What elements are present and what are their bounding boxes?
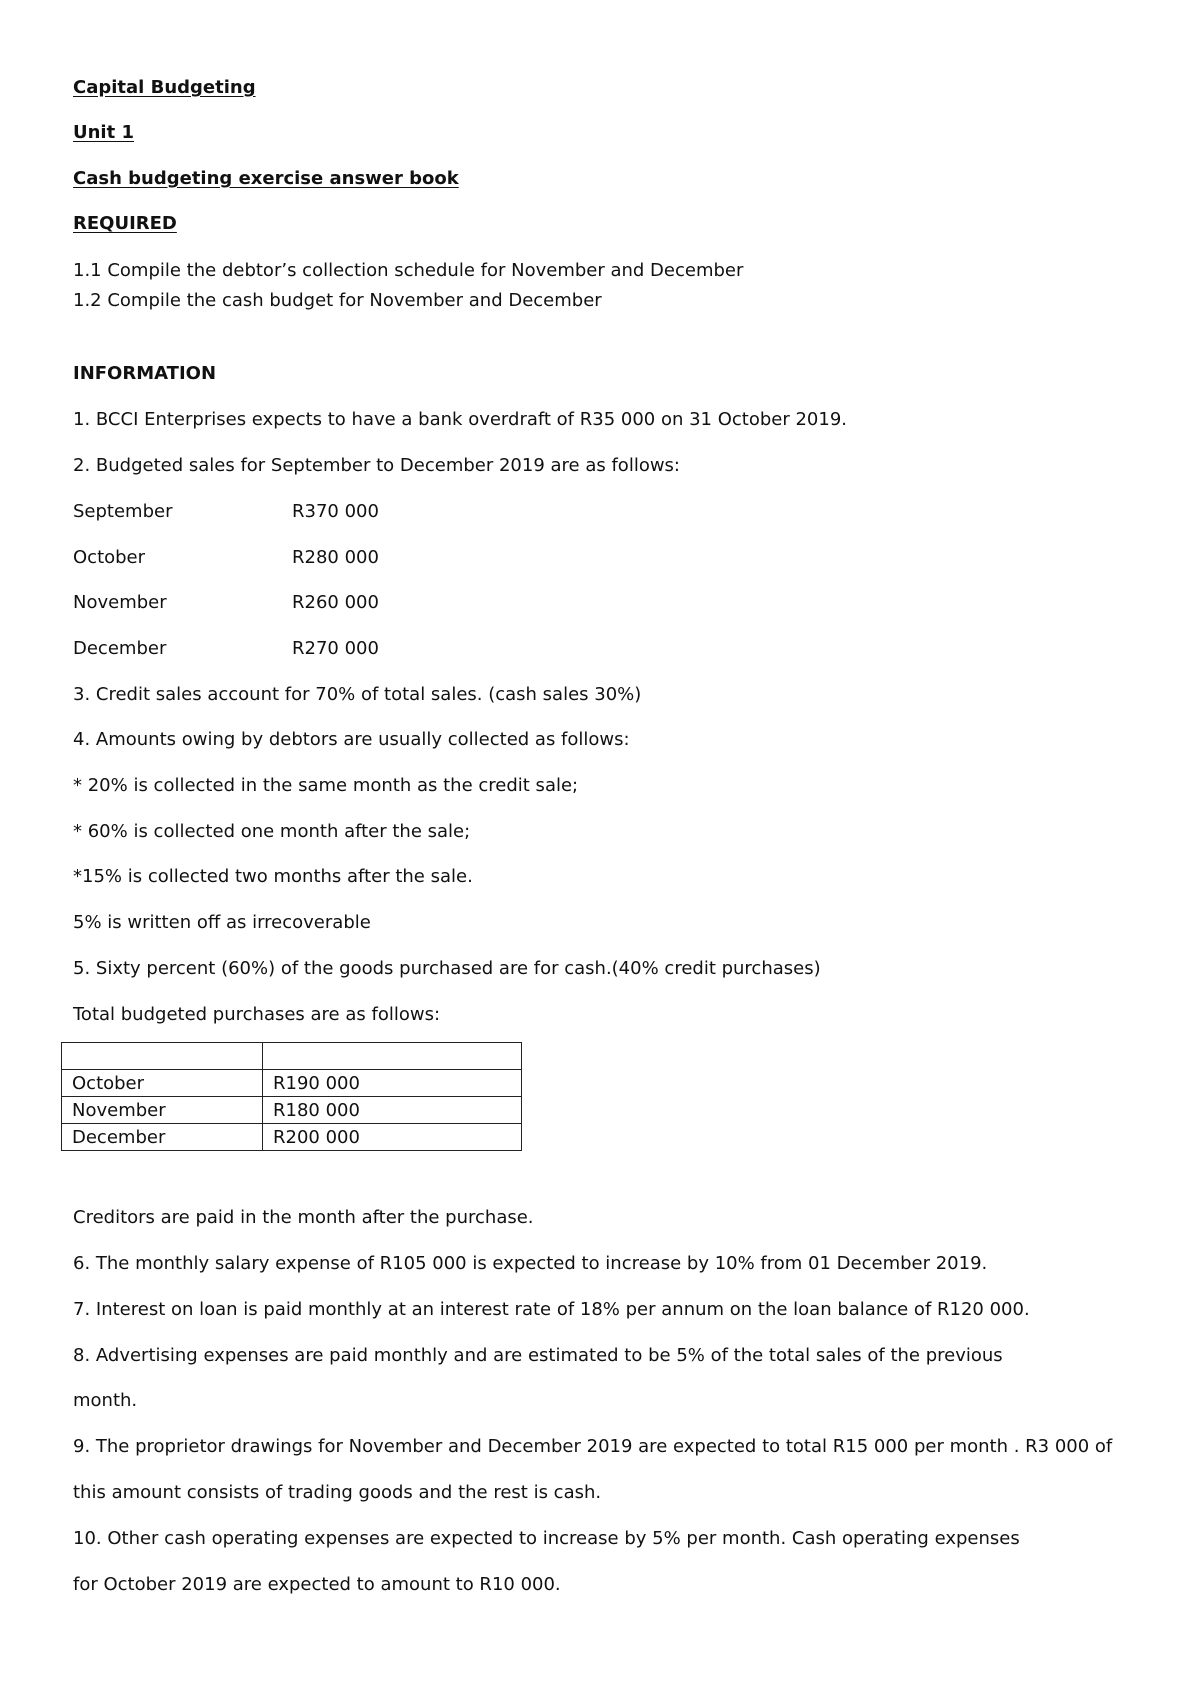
info-item-4: 4. Amounts owing by debtors are usually collected as follows:	[73, 729, 630, 750]
sales-month: November	[73, 592, 167, 613]
sales-month: October	[73, 547, 146, 568]
unit-heading: Unit 1	[73, 122, 134, 143]
info-item-9: 9. The proprietor drawings for November and December 2019 are expected to total R15 000 per month . R3 000 of	[73, 1436, 1113, 1457]
info-item-6: 6. The monthly salary expense of R105 000 is expected to increase by 10% from 01 December 2019.	[73, 1253, 988, 1274]
information-heading: INFORMATION	[73, 363, 217, 384]
required-heading: REQUIRED	[73, 213, 177, 234]
purchase-month-cell: November	[62, 1097, 263, 1124]
purchase-month-cell: October	[62, 1070, 263, 1097]
required-item-2: 1.2 Compile the cash budget for November and December	[73, 290, 602, 311]
document-title: Capital Budgeting	[73, 77, 256, 98]
sales-amount: R280 000	[292, 547, 379, 568]
creditors-note: Creditors are paid in the month after the purchase.	[73, 1207, 534, 1228]
purchase-amount-cell: R180 000	[263, 1097, 522, 1124]
info-item-5: 5. Sixty percent (60%) of the goods purchased are for cash.(40% credit purchases)	[73, 958, 821, 979]
collection-bullet: *15% is collected two months after the sale.	[73, 866, 473, 887]
info-item-1: 1. BCCI Enterprises expects to have a bank overdraft of R35 000 on 31 October 2019.	[73, 409, 848, 430]
collection-bullet: * 60% is collected one month after the sale;	[73, 821, 471, 842]
table-row	[62, 1043, 522, 1070]
purchase-month-cell: December	[62, 1124, 263, 1151]
subtitle-heading: Cash budgeting exercise answer book	[73, 168, 459, 189]
sales-amount: R270 000	[292, 638, 379, 659]
purchase-amount-cell	[263, 1043, 522, 1070]
purchase-amount-cell: R200 000	[263, 1124, 522, 1151]
info-item-10-cont: for October 2019 are expected to amount to R10 000.	[73, 1574, 561, 1595]
info-item-9-cont: this amount consists of trading goods and the rest is cash.	[73, 1482, 602, 1503]
info-item-8: 8. Advertising expenses are paid monthly and are estimated to be 5% of the total sales of the previous	[73, 1345, 1003, 1366]
purchases-intro: Total budgeted purchases are as follows:	[73, 1004, 441, 1025]
purchase-amount-cell: R190 000	[263, 1070, 522, 1097]
info-item-7: 7. Interest on loan is paid monthly at an interest rate of 18% per annum on the loan balance of R120 000.	[73, 1299, 1030, 1320]
sales-month: September	[73, 501, 173, 522]
info-item-10: 10. Other cash operating expenses are expected to increase by 5% per month. Cash operating expenses	[73, 1528, 1020, 1549]
info-item-3: 3. Credit sales account for 70% of total sales. (cash sales 30%)	[73, 684, 642, 705]
table-row	[62, 1070, 522, 1097]
table-row	[62, 1124, 522, 1151]
purchases-table	[61, 1042, 522, 1151]
sales-amount: R370 000	[292, 501, 379, 522]
table-row	[62, 1097, 522, 1124]
collection-bullet: 5% is written off as irrecoverable	[73, 912, 371, 933]
sales-amount: R260 000	[292, 592, 379, 613]
sales-month: December	[73, 638, 167, 659]
required-item-1: 1.1 Compile the debtor’s collection schedule for November and December	[73, 260, 744, 281]
collection-bullet: * 20% is collected in the same month as the credit sale;	[73, 775, 579, 796]
purchase-month-cell	[62, 1043, 263, 1070]
info-item-8-cont: month.	[73, 1390, 138, 1411]
info-item-2: 2. Budgeted sales for September to December 2019 are as follows:	[73, 455, 680, 476]
